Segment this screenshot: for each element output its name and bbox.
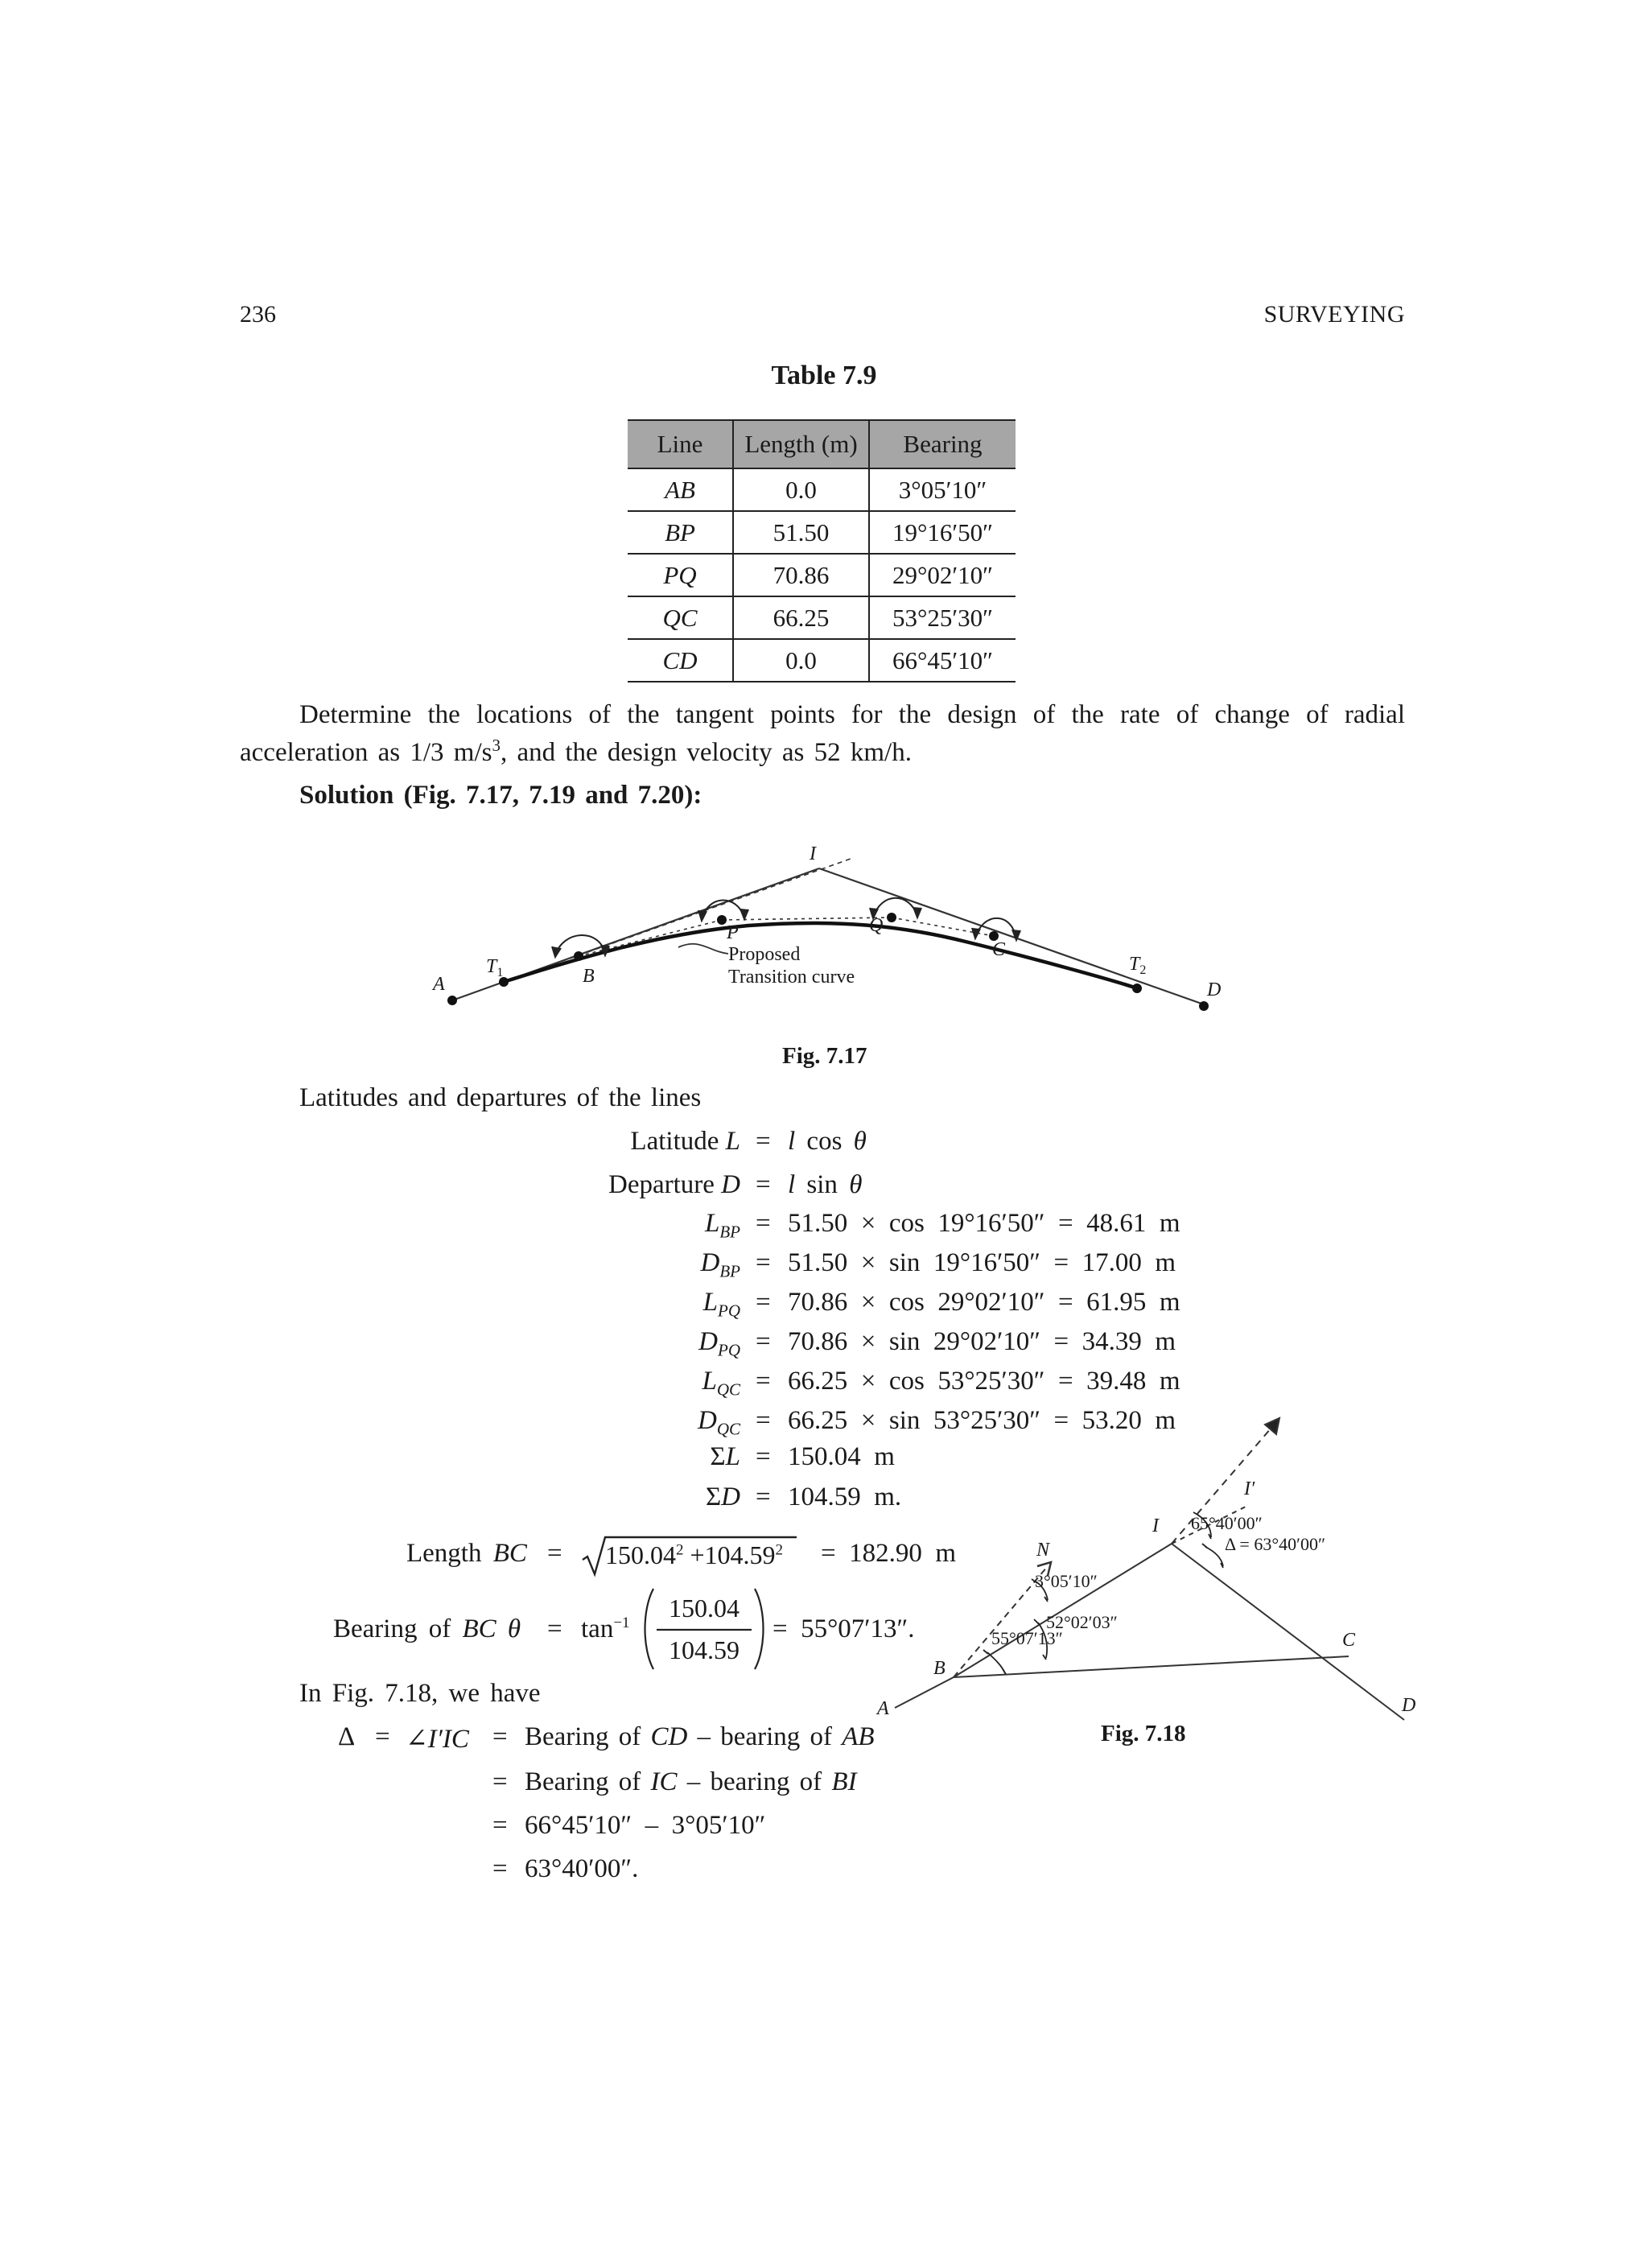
departure-rhs-length: l: [788, 1170, 796, 1199]
latitude-rhs-theta: θ: [853, 1127, 867, 1156]
problem-line-2-text: acceleration as 1/3 m/s: [240, 738, 492, 767]
table-caption: Table 7.9: [771, 361, 877, 390]
fig717-label-t2-sub: 2: [1139, 963, 1147, 977]
latdep-row-equals: =: [756, 1367, 771, 1396]
latdep-row-subscript: BP: [719, 1222, 740, 1242]
page-number: 236: [240, 301, 276, 328]
latdep-row-symbol: D: [698, 1327, 718, 1356]
delta-line-2-pre: Bearing of: [525, 1767, 651, 1796]
fig718-label-c: C: [1342, 1630, 1356, 1651]
bearing-bc-theta: θ: [507, 1614, 521, 1643]
latdep-intro: Latitudes and departures of the lines: [299, 1083, 702, 1112]
fig717-label-t2-main: T: [1129, 954, 1140, 975]
fig717-annotation-line-2: Transition curve: [728, 967, 855, 988]
table-cell-length: 66.25: [733, 596, 869, 639]
departure-label: Departure: [608, 1170, 715, 1199]
sum-l-sigma: Σ: [710, 1442, 726, 1471]
latitude-symbol: L: [725, 1127, 740, 1156]
angle-name: I′IC: [427, 1725, 469, 1754]
latdep-row-rhs: 66.25 × cos 53°25′30″ = 39.48 m: [788, 1367, 1180, 1396]
fig717-label-c: C: [992, 939, 1006, 960]
problem-exponent: 3: [492, 736, 501, 755]
radicand-b-exp: 2: [775, 1541, 784, 1559]
latdep-row-rhs: 70.86 × cos 29°02′10″ = 61.95 m: [788, 1288, 1180, 1317]
length-bc-result: = 182.90 m: [821, 1539, 957, 1568]
fig718-line-icd: [1172, 1544, 1404, 1720]
table-header-length: Length (m): [733, 420, 869, 468]
table-cell-line: PQ: [628, 554, 733, 596]
table-cell-length: 70.86: [733, 554, 869, 596]
latdep-row-equals: =: [756, 1248, 771, 1277]
latitude-rhs-length: l: [788, 1127, 796, 1156]
delta-line-4: 63°40′00″.: [525, 1854, 639, 1883]
sum-l-symbol: L: [725, 1442, 740, 1471]
table-header-bearing: Bearing: [869, 420, 1016, 468]
fig717-label-i: I: [810, 843, 816, 864]
latdep-row-subscript: PQ: [718, 1301, 740, 1321]
departure-rhs-theta: θ: [849, 1170, 863, 1199]
fig718-lines: [895, 1418, 1404, 1720]
bearing-bc-symbol: BC: [462, 1614, 496, 1643]
sum-d-equals: =: [756, 1482, 771, 1511]
bearing-bc-fn: tan: [581, 1614, 614, 1643]
problem-line-1: Determine the locations of the tangent points for the design of the rate of change of radial: [299, 700, 1405, 729]
table-cell-length: 51.50: [733, 511, 869, 554]
latdep-row-subscript: BP: [719, 1261, 740, 1281]
sum-l-rhs: 150.04 m: [788, 1442, 895, 1471]
angle-symbol: ∠: [406, 1725, 428, 1754]
fig717-label-t1-main: T: [486, 956, 497, 977]
fig718-line-ab: [895, 1677, 954, 1708]
length-bc-label: Length: [406, 1539, 482, 1568]
delta-line-1-b: AB: [842, 1722, 875, 1751]
table-cell-line: BP: [628, 511, 733, 554]
departure-symbol: D: [721, 1170, 740, 1199]
latdep-row-subscript: PQ: [718, 1340, 740, 1360]
table-cell-bearing: 3°05′10″: [869, 468, 1016, 511]
table-cell-bearing: 19°16′50″: [869, 511, 1016, 554]
solution-heading: Solution (Fig. 7.17, 7.19 and 7.20):: [299, 781, 702, 810]
table-cell-bearing: 29°02′10″: [869, 554, 1016, 596]
fig718-angle-delta: Δ = 63°40′00″: [1225, 1534, 1326, 1554]
latdep-row-rhs: 51.50 × sin 19°16′50″ = 17.00 m: [788, 1248, 1176, 1277]
running-head: SURVEYING: [1263, 301, 1405, 328]
delta-line-2-mid: – bearing of: [677, 1767, 832, 1796]
departure-equals: =: [756, 1170, 771, 1199]
delta-line-2-a: IC: [650, 1767, 678, 1796]
latdep-row-symbol: D: [700, 1248, 720, 1277]
delta-line-2: [525, 1767, 857, 1797]
fig718-arc-ticks: [983, 1512, 1223, 1674]
latdep-row-subscript: QC: [716, 1379, 740, 1400]
delta-line-1-mid: – bearing of: [687, 1722, 843, 1751]
table-header-line: Line: [628, 420, 733, 468]
fig717-label-d: D: [1207, 979, 1222, 1000]
table-cell-line: QC: [628, 596, 733, 639]
delta-symbol: Δ: [338, 1722, 356, 1751]
table-cell-line: CD: [628, 639, 733, 682]
latdep-row-subscript: QC: [716, 1419, 740, 1439]
fig718-labels: [876, 1478, 1415, 1719]
fig718-label-i-prime: I′: [1244, 1478, 1255, 1499]
delta-equals-4: =: [492, 1811, 508, 1840]
delta-line-3: 66°45′10″ – 3°05′10″: [525, 1811, 766, 1840]
length-bc-equals: =: [547, 1539, 562, 1568]
sum-d-symbol: D: [721, 1482, 740, 1511]
fig717-label-a: A: [433, 974, 445, 995]
delta-equals-1: =: [375, 1722, 390, 1751]
latdep-row-symbol: D: [697, 1406, 717, 1435]
table-cell-length: 0.0: [733, 639, 869, 682]
sum-d-rhs: 104.59 m.: [788, 1482, 902, 1511]
latitude-label: Latitude: [630, 1127, 719, 1156]
fig718-label-d: D: [1402, 1695, 1416, 1716]
bearing-bc-label: Bearing of: [333, 1614, 451, 1643]
radicand-a: 150.04: [605, 1540, 676, 1569]
fig718-angle-55-07-13: 55°07′13″: [991, 1628, 1063, 1648]
latitude-rhs-fn: cos: [806, 1127, 843, 1156]
fig718-angle-3-05-10: 3°05′10″: [1035, 1571, 1098, 1591]
table-cell-bearing: 53°25′30″: [869, 596, 1016, 639]
delta-line-1-a: CD: [650, 1722, 688, 1751]
fig718-label-b: B: [933, 1658, 946, 1679]
delta-equals-3: =: [492, 1767, 508, 1796]
departure-rhs-fn: sin: [806, 1170, 838, 1199]
latdep-row-rhs: 66.25 × sin 53°25′30″ = 53.20 m: [788, 1406, 1176, 1435]
fig717-label-t1-sub: 1: [496, 966, 504, 979]
latdep-row-equals: =: [756, 1209, 771, 1238]
fig718-line-bi: [954, 1544, 1172, 1677]
delta-equals-5: =: [492, 1854, 508, 1883]
bearing-bc-equals: =: [547, 1614, 562, 1643]
table-cell-bearing: 66°45′10″: [869, 639, 1016, 682]
fig717-label-p: P: [727, 922, 739, 943]
fig718-caption: Fig. 7.18: [1101, 1721, 1186, 1746]
radicand-b: 104.59: [704, 1540, 776, 1569]
bearing-bc-denominator: 104.59: [669, 1635, 740, 1664]
problem-line-2-rest: , and the design velocity as 52 km/h.: [500, 738, 912, 767]
table-cell-length: 0.0: [733, 468, 869, 511]
latdep-row-rhs: 51.50 × cos 19°16′50″ = 48.61 m: [788, 1209, 1180, 1238]
delta-equals-2: =: [492, 1722, 508, 1751]
fig718-label-i: I: [1152, 1515, 1159, 1536]
latdep-row-symbol: L: [704, 1209, 720, 1238]
fig717-label-b: B: [583, 966, 595, 987]
latdep-row-rhs: 70.86 × sin 29°02′10″ = 34.39 m: [788, 1327, 1176, 1356]
radicand-plus: +: [690, 1540, 705, 1569]
table-cell-line: AB: [628, 468, 733, 511]
delta-line-1-pre: Bearing of: [525, 1722, 651, 1751]
latdep-row-symbol: L: [702, 1288, 718, 1317]
fig717-annotation-line-1: Proposed: [728, 944, 801, 965]
fig718-line-bc: [954, 1656, 1349, 1677]
fig717-caption: Fig. 7.17: [782, 1043, 867, 1069]
latitude-equals: =: [756, 1127, 771, 1156]
bearing-bc-fn-exp: −1: [613, 1614, 630, 1631]
fig718-angle-52-02-03: 52°02′03″: [1046, 1612, 1118, 1632]
sum-d-sigma: Σ: [705, 1482, 722, 1511]
fig718-label-a: A: [877, 1698, 889, 1719]
fig718-dashed-north-b: [954, 1566, 1048, 1677]
latdep-row-equals: =: [756, 1327, 771, 1356]
fig718-angle-arcs: [983, 1512, 1223, 1674]
fig718-label-n: N: [1036, 1540, 1050, 1561]
radicand-a-exp: 2: [676, 1541, 684, 1559]
bearing-bc-result: = 55°07′13″.: [772, 1614, 915, 1643]
latdep-row-equals: =: [756, 1288, 771, 1317]
latdep-row-symbol: L: [702, 1367, 717, 1396]
length-bc-symbol: BC: [492, 1539, 527, 1568]
fig717-label-q: Q: [869, 915, 884, 936]
bearing-bc-numerator: 150.04: [669, 1594, 740, 1623]
delta-line-2-b: BI: [831, 1767, 857, 1796]
latdep-row-equals: =: [756, 1406, 771, 1435]
sum-l-equals: =: [756, 1442, 771, 1471]
fig718-angle-65-40-00: 65°40′00″: [1191, 1513, 1263, 1533]
delta-intro: In Fig. 7.18, we have: [299, 1679, 541, 1708]
